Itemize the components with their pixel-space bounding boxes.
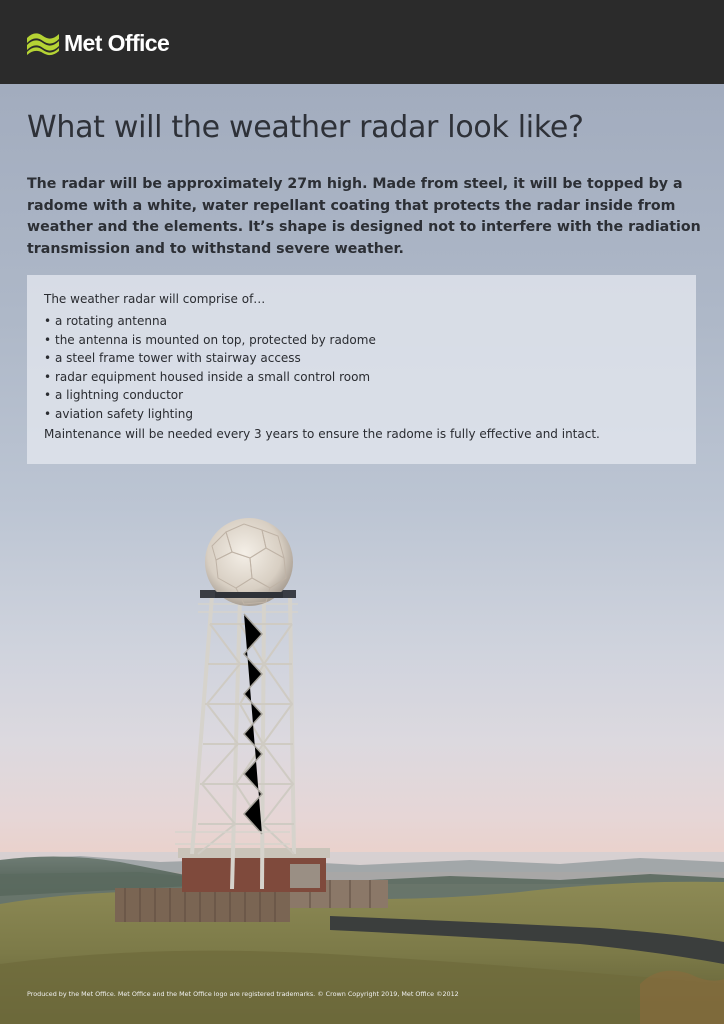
page-title: What will the weather radar look like? — [27, 110, 584, 145]
bullet-icon: • — [44, 406, 52, 421]
met-office-wave-logo-icon — [26, 30, 60, 56]
list-item: • radar equipment housed inside a small control room — [44, 368, 679, 387]
list-item: • a steel frame tower with stairway access — [44, 349, 679, 368]
list-item: • aviation safety lighting — [44, 405, 679, 424]
bullet-icon: • — [44, 351, 52, 365]
met-office-logo[interactable] — [26, 28, 169, 58]
bullet-icon: • — [44, 332, 52, 347]
logo-text: Met Office — [64, 29, 170, 56]
bullet-icon: • — [44, 388, 52, 402]
bullet-icon: • — [44, 314, 52, 328]
components-list — [44, 312, 679, 423]
radar-components-box — [27, 275, 696, 464]
copyright-footer: Produced by the Met Office. Met Office and the Met Office logo are registered trademarks. © Crown Copyright 2019, Met Office ©2012 — [27, 990, 459, 998]
lead-paragraph: The radar will be approximately 27m high. Made from steel, it will be topped by a radome with a white, water repellant coating that protects the radar inside from weather and the elements. It’s shape is designed not to interfere with the radiation transmission and to withstand severe weather. — [27, 176, 701, 257]
header-bar — [0, 0, 724, 84]
list-item: • a lightning conductor — [44, 386, 679, 405]
components-intro: The weather radar will comprise of… — [44, 292, 266, 306]
bullet-icon: • — [44, 369, 52, 384]
list-item: • a rotating antenna — [44, 312, 679, 331]
list-item: • the antenna is mounted on top, protected by radome — [44, 331, 679, 350]
maintenance-note: Maintenance will be needed every 3 years to ensure the radome is fully effective and intact. — [44, 427, 600, 441]
